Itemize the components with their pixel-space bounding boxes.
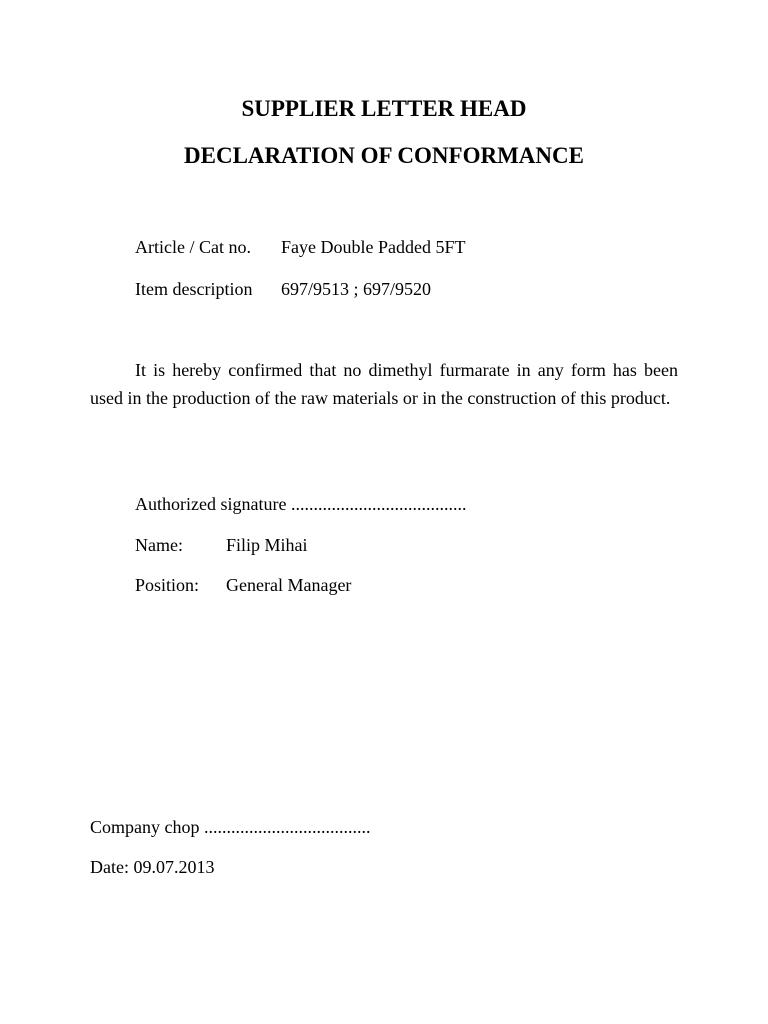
date-value: 09.07.2013 <box>133 857 215 877</box>
item-description-value: 697/9513 ; 697/9520 <box>281 279 432 299</box>
company-chop-row <box>90 815 371 839</box>
authorized-signature-row <box>135 492 466 516</box>
company-chop-line: ..................................... <box>204 817 371 837</box>
item-description-row <box>135 277 431 301</box>
authorized-signature-label: Authorized signature <box>135 494 287 514</box>
name-label: Name: <box>135 535 183 555</box>
article-value: Faye Double Padded 5FT <box>281 237 466 257</box>
document-title: DECLARATION OF CONFORMANCE <box>184 143 584 168</box>
name-value: Filip Mihai <box>226 535 308 555</box>
authorized-signature-line: ....................................... <box>290 494 467 514</box>
letterhead-title: SUPPLIER LETTER HEAD <box>241 96 527 121</box>
company-chop-label: Company chop <box>90 817 200 837</box>
article-label: Article / Cat no. <box>135 237 251 257</box>
article-row <box>135 235 465 259</box>
conformance-statement: It is hereby confirmed that no dimethyl furmarate in any form has been used in the production of the raw materials or in the construction of this product. <box>90 360 678 408</box>
name-row <box>135 533 308 557</box>
position-row <box>135 573 351 597</box>
date-row <box>90 855 214 879</box>
date-label: Date: <box>90 857 129 877</box>
item-description-label: Item description <box>135 279 253 299</box>
position-label: Position: <box>135 575 200 595</box>
position-value: General Manager <box>226 575 352 595</box>
